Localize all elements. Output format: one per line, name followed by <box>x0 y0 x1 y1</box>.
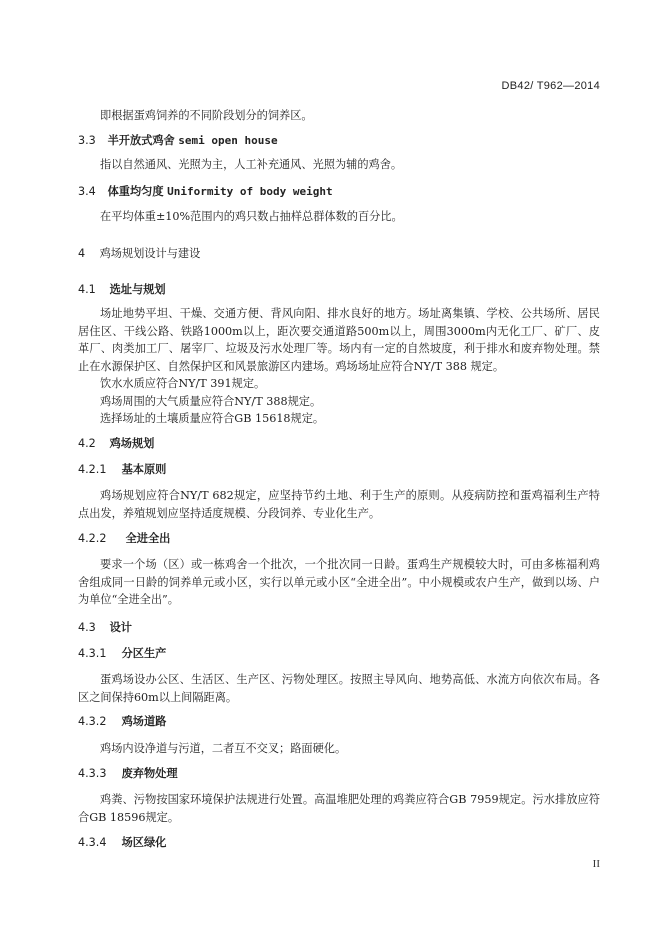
section-number: 4.3.4 <box>78 836 107 849</box>
paragraph-4-3-2: 鸡场内设净道与污道，二者互不交叉；路面硬化。 <box>100 742 347 755</box>
section-number: 4.3 <box>78 621 96 634</box>
heading-4-1 <box>78 282 600 298</box>
heading-4-3-3 <box>78 766 600 782</box>
heading-4-3 <box>78 620 600 636</box>
section-title-en: Uniformity of body weight <box>167 185 333 198</box>
section-number: 4.2.2 <box>78 532 107 545</box>
paragraph-4-3-3: 鸡粪、污物按国家环境保护法规进行处置。高温堆肥处理的鸡粪应符合GB 7959规定。污水排放应符合GB 18596规定。 <box>78 793 600 824</box>
section-title: 废弃物处理 <box>121 767 178 780</box>
section-number: 4.3.2 <box>78 715 107 728</box>
section-title: 场区绿化 <box>121 836 167 849</box>
section-number: 4.1 <box>78 283 96 296</box>
section-title: 鸡场规划 <box>109 437 155 450</box>
section-title: 鸡场规划设计与建设 <box>99 247 201 260</box>
heading-4-2-2 <box>78 531 600 547</box>
section-title: 基本原则 <box>121 463 167 476</box>
document-code: DB42/ T962—2014 <box>501 80 600 92</box>
section-number: 4.3.3 <box>78 767 107 780</box>
section-title: 半开放式鸡舍 <box>107 134 175 147</box>
paragraph-4-1: 场址地势平坦、干燥、交通方便、背风向阳、排水良好的地方。场址离集镇、学校、公共场所、居民居住区、干线公路、铁路1000m以上，距次要交通道路500m以上，周围3000m内无化工厂、矿厂、皮革厂、肉类加工厂、屠宰厂、垃圾及污水处理厂等。场内有一定的自然坡度，利于排水和废弃物处理。禁止在水源保护区、自然保护区和风景旅游区内建场。鸡场场址应符合NY/T 388 规定。 <box>78 307 600 373</box>
section-title: 全进全出 <box>125 532 171 545</box>
section-title: 体重均匀度 <box>107 185 164 198</box>
section-number: 3.3 <box>78 134 96 147</box>
heading-4-2 <box>78 436 600 452</box>
section-number: 4.3.1 <box>78 647 107 660</box>
heading-4 <box>78 246 600 262</box>
paragraph-4-3-1: 蛋鸡场设办公区、生活区、生产区、污物处理区。按照主导风向、地势高低、水流方向依次布局。各区之间保持60m以上间隔距离。 <box>78 673 600 704</box>
page-number: II <box>592 858 600 870</box>
section-title: 分区生产 <box>121 647 167 660</box>
heading-3-3 <box>78 133 600 149</box>
section-title-en: semi open house <box>178 134 278 147</box>
section-title: 设计 <box>109 621 132 634</box>
paragraph-4-2-1: 鸡场规划应符合NY/T 682规定，应坚持节约土地、利于生产的原则。从疫病防控和蛋鸡福利生产特点出发，养殖规划应坚持适度规模、分段饲养、专业化生产。 <box>78 489 600 520</box>
line-4-1-water: 饮水水质应符合NY/T 391规定。 <box>100 377 266 390</box>
section-number: 4.2 <box>78 437 96 450</box>
paragraph-prev-tail: 即根据蛋鸡饲养的不同阶段划分的饲养区。 <box>100 109 313 122</box>
heading-4-3-1 <box>78 646 600 662</box>
heading-4-3-4 <box>78 835 600 851</box>
section-number: 4 <box>78 247 86 260</box>
line-4-1-soil: 选择场址的土壤质量应符合GB 15618规定。 <box>100 412 325 425</box>
paragraph-3-3: 指以自然通风、光照为主，人工补充通风、光照为辅的鸡舍。 <box>100 158 403 171</box>
paragraph-4-2-2: 要求一个场（区）或一栋鸡舍一个批次，一个批次同一日龄。蛋鸡生产规模较大时，可由多栋福利鸡舍组成同一日龄的饲养单元或小区，实行以单元或小区“全进全出”。中小规模或农户生产，做到以场、户为单位“全进全出”。 <box>78 558 600 607</box>
heading-3-4 <box>78 184 600 200</box>
section-title: 选址与规划 <box>109 283 166 296</box>
heading-4-3-2 <box>78 714 600 730</box>
section-number: 4.2.1 <box>78 463 107 476</box>
section-title: 鸡场道路 <box>121 715 167 728</box>
line-4-1-air: 鸡场周围的大气质量应符合NY/T 388规定。 <box>100 395 322 408</box>
paragraph-3-4: 在平均体重±10%范围内的鸡只数占抽样总群体数的百分比。 <box>100 210 403 223</box>
heading-4-2-1 <box>78 462 600 478</box>
section-number: 3.4 <box>78 185 96 198</box>
